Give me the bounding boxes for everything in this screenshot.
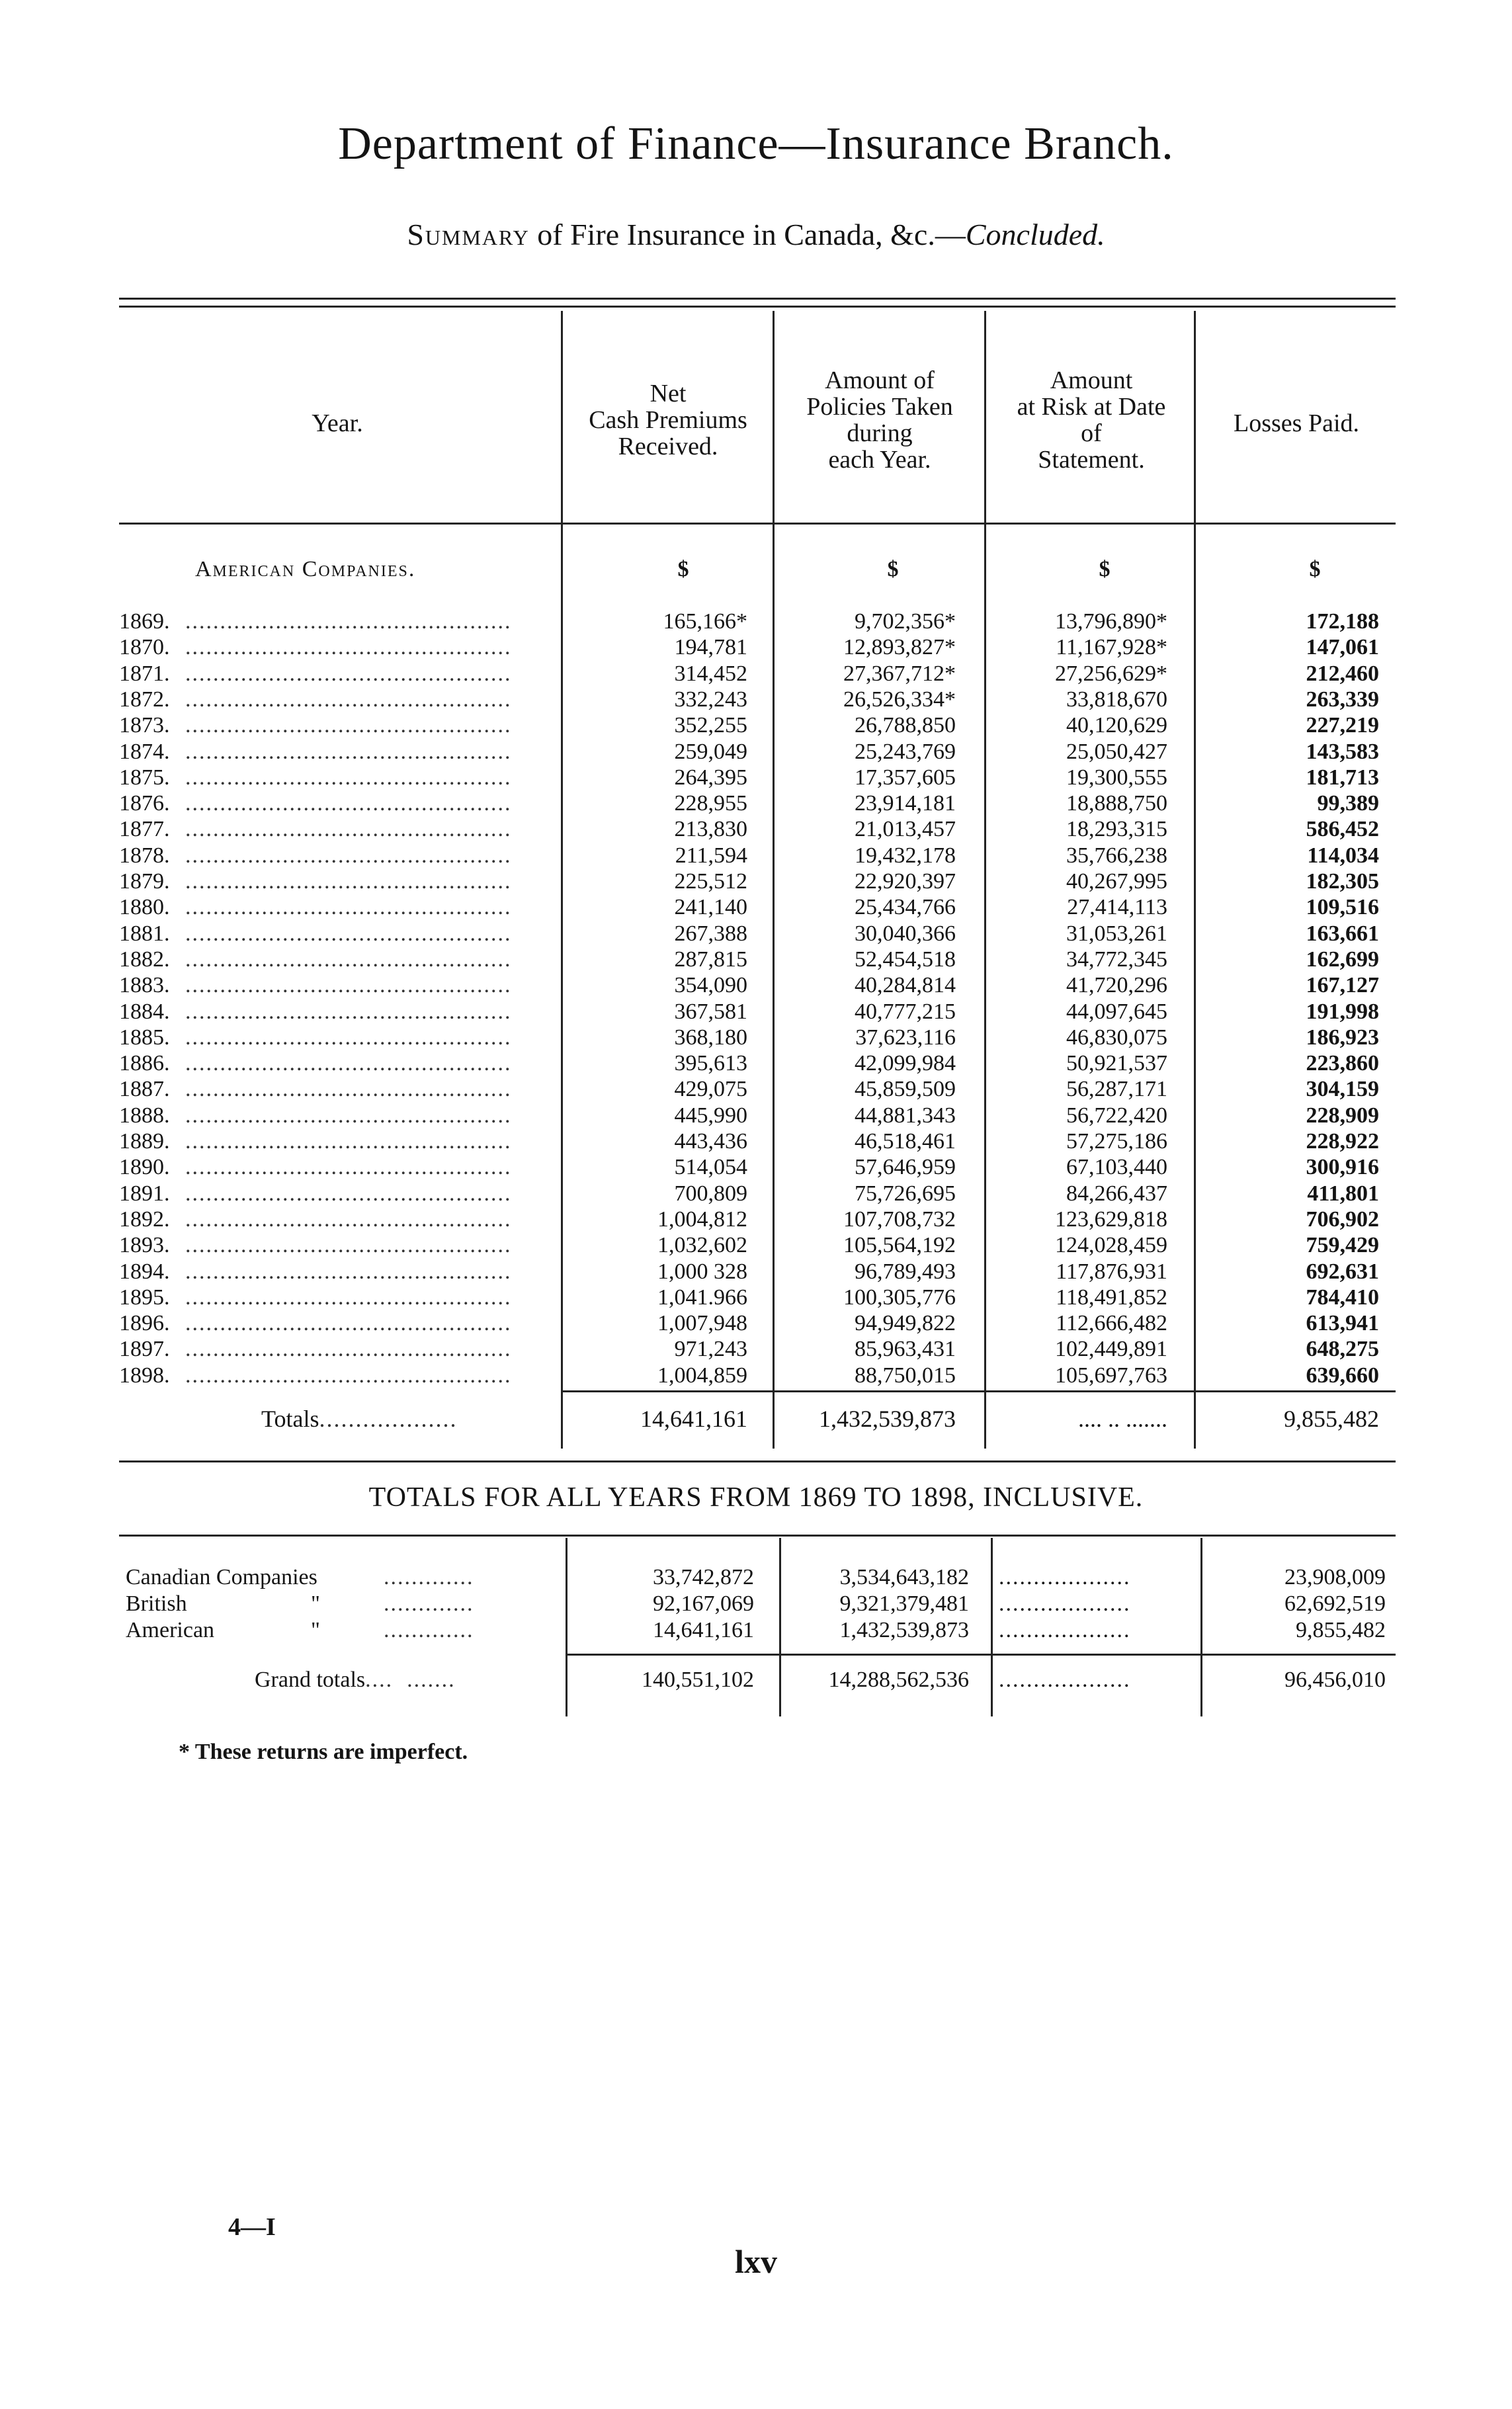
summary-label: American xyxy=(126,1618,215,1642)
row-policies: 88,750,015 xyxy=(855,1363,956,1388)
table-row xyxy=(0,687,1512,713)
row-year: 1871. xyxy=(119,661,170,686)
row-policies: 45,859,509 xyxy=(855,1077,956,1101)
row-risk: 34,772,345 xyxy=(1066,947,1167,972)
table-row xyxy=(0,1076,1512,1103)
row-risk: 35,766,238 xyxy=(1066,843,1167,868)
row-year: 1883. xyxy=(119,973,170,997)
row-risk: 33,818,670 xyxy=(1066,687,1167,712)
row-premiums: 514,054 xyxy=(674,1155,747,1179)
subtitle-main: of Fire Insurance in Canada, &c.— xyxy=(529,218,966,251)
table-row xyxy=(0,1363,1512,1389)
row-year: 1869. xyxy=(119,609,170,634)
row-leader: ............................................... xyxy=(185,1285,512,1310)
row-policies: 46,518,461 xyxy=(855,1129,956,1154)
row-year: 1879. xyxy=(119,869,170,894)
header-rule xyxy=(119,523,1396,525)
row-policies: 57,646,959 xyxy=(855,1155,956,1179)
row-leader: ............................................... xyxy=(185,661,512,686)
summary-row-british xyxy=(0,1591,1512,1617)
row-leader: ............................................... xyxy=(185,1233,512,1257)
grand-totals-policies: 14,288,562,536 xyxy=(828,1668,969,1692)
table-row xyxy=(0,999,1512,1025)
row-leader: ............................................... xyxy=(185,947,512,972)
row-year: 1894. xyxy=(119,1259,170,1284)
row-policies: 17,357,605 xyxy=(855,765,956,790)
row-losses: 613,941 xyxy=(1306,1311,1379,1335)
row-leader: ............................................... xyxy=(185,1077,512,1101)
row-leader: ............................................... xyxy=(185,791,512,816)
row-risk: 27,256,629* xyxy=(1055,661,1167,686)
table-row xyxy=(0,790,1512,817)
row-year: 1885. xyxy=(119,1025,170,1050)
row-risk: 112,666,482 xyxy=(1056,1311,1167,1335)
row-losses: 300,916 xyxy=(1306,1155,1379,1179)
row-risk: 13,796,890* xyxy=(1055,609,1167,634)
grand-totals-label: Grand totals.... ....... xyxy=(255,1668,456,1692)
row-policies: 21,013,457 xyxy=(855,817,956,841)
summary-risk: ................... xyxy=(999,1565,1131,1589)
table-end-rule xyxy=(119,1460,1396,1462)
header-policies-line: Policies Taken xyxy=(806,393,953,421)
table-row xyxy=(0,868,1512,895)
row-premiums: 241,140 xyxy=(674,895,747,919)
table-row xyxy=(0,843,1512,869)
row-premiums: 213,830 xyxy=(674,817,747,841)
row-leader: ............................................... xyxy=(185,843,512,868)
totals-label-text: Totals xyxy=(261,1406,319,1432)
totals-premiums: 14,641,161 xyxy=(640,1406,747,1432)
table-row xyxy=(0,661,1512,687)
row-year: 1876. xyxy=(119,791,170,816)
row-losses: 162,699 xyxy=(1306,947,1379,972)
table-row xyxy=(0,1181,1512,1207)
row-losses: 648,275 xyxy=(1306,1337,1379,1361)
row-premiums: 443,436 xyxy=(674,1129,747,1154)
summary-risk: ................... xyxy=(999,1591,1131,1616)
row-risk: 124,028,459 xyxy=(1055,1233,1167,1257)
row-leader: ............................................... xyxy=(185,635,512,659)
row-year: 1878. xyxy=(119,843,170,868)
currency-losses: $ xyxy=(1309,557,1321,581)
row-risk: 56,287,171 xyxy=(1066,1077,1167,1101)
row-year: 1891. xyxy=(119,1181,170,1206)
row-risk: 84,266,437 xyxy=(1066,1181,1167,1206)
page-subtitle xyxy=(0,217,1512,252)
row-losses: 181,713 xyxy=(1306,765,1379,790)
summary-ditto: " xyxy=(311,1618,320,1642)
row-policies: 25,243,769 xyxy=(855,740,956,764)
row-year: 1877. xyxy=(119,817,170,841)
row-losses: 411,801 xyxy=(1307,1181,1379,1206)
row-policies: 23,914,181 xyxy=(855,791,956,816)
row-risk: 27,414,113 xyxy=(1067,895,1167,919)
row-leader: ............................................... xyxy=(185,1259,512,1284)
totals-risk: .... .. ....... xyxy=(1078,1406,1167,1432)
header-premiums-line: Cash Premiums xyxy=(589,406,747,434)
summary-losses: 9,855,482 xyxy=(1296,1618,1386,1642)
table-row xyxy=(0,1336,1512,1363)
row-policies: 44,881,343 xyxy=(855,1103,956,1128)
table-row xyxy=(0,1232,1512,1259)
table-row xyxy=(0,634,1512,661)
header-risk-line: Statement. xyxy=(1038,446,1145,474)
table-row xyxy=(0,1206,1512,1233)
row-risk: 46,830,075 xyxy=(1066,1025,1167,1050)
row-risk: 18,293,315 xyxy=(1066,817,1167,841)
row-losses: 186,923 xyxy=(1306,1025,1379,1050)
row-premiums: 368,180 xyxy=(674,1025,747,1050)
row-risk: 40,267,995 xyxy=(1066,869,1167,894)
row-premiums: 367,581 xyxy=(674,999,747,1024)
row-losses: 191,998 xyxy=(1306,999,1379,1024)
table-row xyxy=(0,1050,1512,1077)
row-policies: 94,949,822 xyxy=(855,1311,956,1335)
summary-premiums: 92,167,069 xyxy=(653,1591,754,1616)
summary-banner: TOTALS FOR ALL YEARS FROM 1869 TO 1898, INCLUSIVE. xyxy=(368,1482,1144,1513)
row-leader: ............................................... xyxy=(185,1311,512,1335)
summary-label: British xyxy=(126,1591,187,1616)
row-losses: 228,922 xyxy=(1306,1129,1379,1154)
row-policies: 107,708,732 xyxy=(843,1207,956,1232)
footnote: * These returns are imperfect. xyxy=(179,1740,468,1764)
row-losses: 706,902 xyxy=(1306,1207,1379,1232)
summary-rule xyxy=(119,1535,1396,1537)
table-row xyxy=(0,1128,1512,1155)
header-policies xyxy=(774,367,986,473)
currency-policies: $ xyxy=(887,557,899,581)
row-premiums: 354,090 xyxy=(674,973,747,997)
row-year: 1897. xyxy=(119,1337,170,1361)
row-premiums: 165,166* xyxy=(663,609,747,634)
header-year: Year. xyxy=(312,409,363,437)
table-row xyxy=(0,609,1512,635)
row-losses: 586,452 xyxy=(1306,817,1379,841)
page-signature: 4—I xyxy=(228,2213,276,2241)
row-leader: ............................................... xyxy=(185,740,512,764)
row-leader: ............................................... xyxy=(185,1025,512,1050)
summary-label: Canadian Companies xyxy=(126,1565,317,1589)
row-leader: ............................................... xyxy=(185,1363,512,1388)
summary-premiums: 14,641,161 xyxy=(653,1618,754,1642)
row-risk: 41,720,296 xyxy=(1066,973,1167,997)
row-premiums: 1,004,812 xyxy=(657,1207,747,1232)
row-risk: 44,097,645 xyxy=(1066,999,1167,1024)
row-policies: 25,434,766 xyxy=(855,895,956,919)
summary-policies: 3,534,643,182 xyxy=(839,1565,969,1589)
row-policies: 30,040,366 xyxy=(855,921,956,946)
row-leader: ............................................... xyxy=(185,1051,512,1076)
row-leader: ............................................... xyxy=(185,869,512,894)
row-policies: 85,963,431 xyxy=(855,1337,956,1361)
page-number: lxv xyxy=(735,2243,777,2280)
row-losses: 99,389 xyxy=(1317,791,1379,816)
row-premiums: 445,990 xyxy=(674,1103,747,1128)
table-row xyxy=(0,1154,1512,1181)
totals-policies: 1,432,539,873 xyxy=(819,1406,956,1432)
row-risk: 56,722,420 xyxy=(1066,1103,1167,1128)
table-row xyxy=(0,1103,1512,1129)
row-leader: ............................................... xyxy=(185,973,512,997)
row-year: 1872. xyxy=(119,687,170,712)
page-title: Department of Finance—Insurance Branch. xyxy=(338,118,1174,169)
row-losses: 114,034 xyxy=(1307,843,1379,868)
row-policies: 12,893,827* xyxy=(843,635,956,659)
row-policies: 42,099,984 xyxy=(855,1051,956,1076)
summary-ditto: " xyxy=(311,1591,320,1616)
row-risk: 117,876,931 xyxy=(1056,1259,1167,1284)
row-policies: 9,702,356* xyxy=(855,609,956,634)
row-losses: 167,127 xyxy=(1306,973,1379,997)
table-row xyxy=(0,894,1512,921)
row-year: 1870. xyxy=(119,635,170,659)
row-premiums: 194,781 xyxy=(674,635,747,659)
row-premiums: 971,243 xyxy=(674,1337,747,1361)
row-losses: 759,429 xyxy=(1306,1233,1379,1257)
grand-totals-premiums: 140,551,102 xyxy=(642,1668,754,1692)
row-leader: ............................................... xyxy=(185,999,512,1024)
row-losses: 263,339 xyxy=(1306,687,1379,712)
row-leader: ............................................... xyxy=(185,1181,512,1206)
row-risk: 19,300,555 xyxy=(1066,765,1167,790)
row-risk: 105,697,763 xyxy=(1055,1363,1167,1388)
row-losses: 692,631 xyxy=(1306,1259,1379,1284)
row-policies: 52,454,518 xyxy=(855,947,956,972)
row-losses: 223,860 xyxy=(1306,1051,1379,1076)
row-year: 1884. xyxy=(119,999,170,1024)
summary-policies: 1,432,539,873 xyxy=(839,1618,969,1642)
row-year: 1874. xyxy=(119,740,170,764)
row-year: 1887. xyxy=(119,1077,170,1101)
row-year: 1896. xyxy=(119,1311,170,1335)
row-losses: 784,410 xyxy=(1306,1285,1379,1310)
row-year: 1889. xyxy=(119,1129,170,1154)
row-losses: 109,516 xyxy=(1306,895,1379,919)
row-leader: ............................................... xyxy=(185,817,512,841)
table-row xyxy=(0,739,1512,765)
currency-premiums: $ xyxy=(677,557,689,581)
table-row xyxy=(0,816,1512,843)
currency-risk: $ xyxy=(1099,557,1111,581)
row-risk: 57,275,186 xyxy=(1066,1129,1167,1154)
row-risk: 25,050,427 xyxy=(1066,740,1167,764)
row-leader: ............................................... xyxy=(185,895,512,919)
row-year: 1893. xyxy=(119,1233,170,1257)
row-year: 1898. xyxy=(119,1363,170,1388)
header-risk-line: Amount xyxy=(1050,366,1133,394)
top-rule xyxy=(119,298,1396,300)
row-risk: 118,491,852 xyxy=(1056,1285,1167,1310)
row-risk: 40,120,629 xyxy=(1066,713,1167,738)
summary-premiums: 33,742,872 xyxy=(653,1565,754,1589)
grand-totals-risk: ................... xyxy=(999,1668,1131,1692)
row-losses: 172,188 xyxy=(1306,609,1379,634)
table-row xyxy=(0,947,1512,973)
summary-risk: ................... xyxy=(999,1618,1131,1642)
row-losses: 228,909 xyxy=(1306,1103,1379,1128)
row-policies: 26,788,850 xyxy=(855,713,956,738)
row-losses: 212,460 xyxy=(1306,661,1379,686)
row-leader: ............................................... xyxy=(185,1207,512,1232)
row-leader: ............................................... xyxy=(185,1103,512,1128)
row-risk: 123,629,818 xyxy=(1055,1207,1167,1232)
row-year: 1892. xyxy=(119,1207,170,1232)
row-premiums: 332,243 xyxy=(674,687,747,712)
row-policies: 37,623,116 xyxy=(855,1025,956,1050)
header-premiums-line: Net xyxy=(650,380,687,407)
summary-policies: 9,321,379,481 xyxy=(839,1591,969,1616)
header-risk-line: at Risk at Date xyxy=(1017,393,1166,421)
row-risk: 11,167,928* xyxy=(1056,635,1167,659)
row-risk: 31,053,261 xyxy=(1066,921,1167,946)
subtitle-lead: Summary xyxy=(407,218,530,251)
top-rule-2 xyxy=(119,306,1396,308)
header-risk xyxy=(986,367,1197,473)
table-row xyxy=(0,921,1512,947)
section-label: American Companies. xyxy=(195,557,416,581)
row-losses: 639,660 xyxy=(1306,1363,1379,1388)
row-year: 1875. xyxy=(119,765,170,790)
summary-row-canadian xyxy=(0,1564,1512,1591)
row-risk: 67,103,440 xyxy=(1066,1155,1167,1179)
row-leader: ............................................... xyxy=(185,921,512,946)
row-policies: 75,726,695 xyxy=(855,1181,956,1206)
row-year: 1895. xyxy=(119,1285,170,1310)
table-row xyxy=(0,1259,1512,1285)
row-premiums: 429,075 xyxy=(674,1077,747,1101)
row-risk: 50,921,537 xyxy=(1066,1051,1167,1076)
totals-row xyxy=(0,1406,1512,1432)
row-losses: 143,583 xyxy=(1306,740,1379,764)
summary-leader: ............. xyxy=(384,1565,474,1589)
row-premiums: 1,007,948 xyxy=(657,1311,747,1335)
grand-totals-label-text: Grand totals xyxy=(255,1668,366,1692)
row-premiums: 314,452 xyxy=(674,661,747,686)
row-policies: 40,777,215 xyxy=(855,999,956,1024)
totals-losses: 9,855,482 xyxy=(1284,1406,1379,1432)
row-losses: 227,219 xyxy=(1306,713,1379,738)
row-risk: 102,449,891 xyxy=(1055,1337,1167,1361)
row-year: 1873. xyxy=(119,713,170,738)
row-losses: 304,159 xyxy=(1306,1077,1379,1101)
row-policies: 96,789,493 xyxy=(855,1259,956,1284)
row-year: 1881. xyxy=(119,921,170,946)
summary-leader: ............. xyxy=(384,1591,474,1616)
row-policies: 105,564,192 xyxy=(843,1233,956,1257)
grand-totals-rule xyxy=(566,1654,1396,1656)
row-premiums: 264,395 xyxy=(674,765,747,790)
row-leader: ............................................... xyxy=(185,1155,512,1179)
header-policies-line: each Year. xyxy=(828,446,931,474)
summary-losses: 23,908,009 xyxy=(1284,1565,1386,1589)
subtitle-tail: Concluded. xyxy=(965,218,1105,251)
row-premiums: 1,004,859 xyxy=(657,1363,747,1388)
totals-rule xyxy=(561,1390,1396,1392)
row-premiums: 352,255 xyxy=(674,713,747,738)
row-policies: 22,920,397 xyxy=(855,869,956,894)
table-row xyxy=(0,1025,1512,1051)
row-leader: ............................................... xyxy=(185,687,512,712)
row-policies: 100,305,776 xyxy=(843,1285,956,1310)
row-premiums: 395,613 xyxy=(674,1051,747,1076)
row-losses: 163,661 xyxy=(1306,921,1379,946)
summary-losses: 62,692,519 xyxy=(1284,1591,1386,1616)
summary-leader: ............. xyxy=(384,1618,474,1642)
row-year: 1890. xyxy=(119,1155,170,1179)
grand-totals-row xyxy=(0,1667,1512,1693)
summary-row-american xyxy=(0,1617,1512,1644)
row-losses: 182,305 xyxy=(1306,869,1379,894)
totals-label: Totals................... xyxy=(261,1406,458,1432)
row-premiums: 287,815 xyxy=(674,947,747,972)
row-leader: ............................................... xyxy=(185,1129,512,1154)
row-year: 1880. xyxy=(119,895,170,919)
row-premiums: 1,041.966 xyxy=(657,1285,747,1310)
table-row xyxy=(0,765,1512,791)
row-premiums: 211,594 xyxy=(675,843,747,868)
table-row xyxy=(0,972,1512,999)
row-risk: 18,888,750 xyxy=(1066,791,1167,816)
row-leader: ............................................... xyxy=(185,609,512,634)
row-premiums: 1,000 328 xyxy=(657,1259,747,1284)
header-premiums xyxy=(562,380,774,460)
row-policies: 27,367,712* xyxy=(843,661,956,686)
row-policies: 40,284,814 xyxy=(855,973,956,997)
table-row xyxy=(0,1310,1512,1337)
table-row xyxy=(0,1285,1512,1311)
row-premiums: 1,032,602 xyxy=(657,1233,747,1257)
table-row xyxy=(0,712,1512,739)
row-premiums: 225,512 xyxy=(674,869,747,894)
row-premiums: 259,049 xyxy=(674,740,747,764)
row-losses: 147,061 xyxy=(1306,635,1379,659)
header-policies-line: during xyxy=(847,419,913,447)
row-leader: ............................................... xyxy=(185,713,512,738)
row-leader: ............................................... xyxy=(185,1337,512,1361)
row-policies: 19,432,178 xyxy=(855,843,956,868)
row-year: 1886. xyxy=(119,1051,170,1076)
row-premiums: 228,955 xyxy=(674,791,747,816)
row-leader: ............................................... xyxy=(185,765,512,790)
row-policies: 26,526,334* xyxy=(843,687,956,712)
header-premiums-line: Received. xyxy=(618,433,718,460)
grand-totals-losses: 96,456,010 xyxy=(1284,1668,1386,1692)
row-premiums: 267,388 xyxy=(674,921,747,946)
header-policies-line: Amount of xyxy=(825,366,935,394)
header-risk-line: of xyxy=(1081,419,1102,447)
header-losses: Losses Paid. xyxy=(1234,409,1359,437)
row-year: 1888. xyxy=(119,1103,170,1128)
row-year: 1882. xyxy=(119,947,170,972)
row-premiums: 700,809 xyxy=(674,1181,747,1206)
